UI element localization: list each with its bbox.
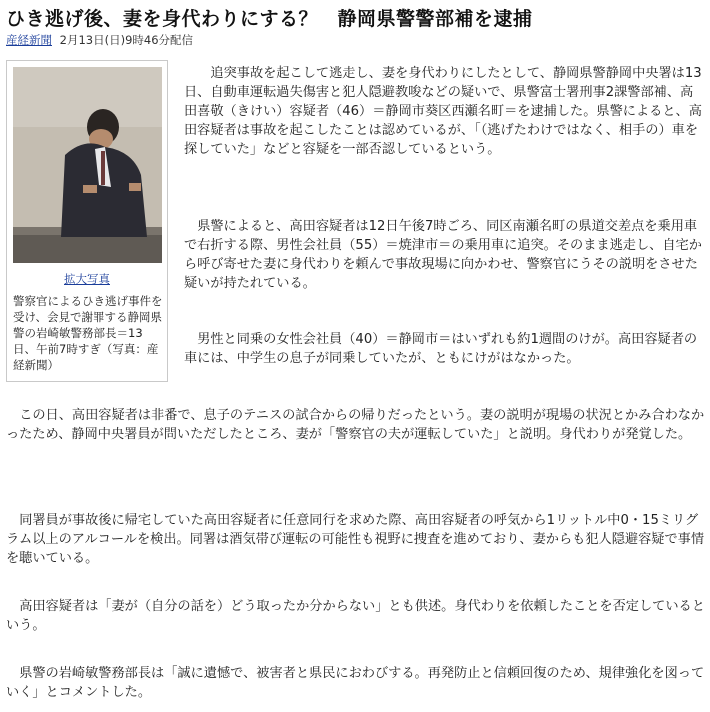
- article-title: ひき逃げ後、妻を身代わりにする？ 静岡県警警部補を逮捕: [6, 8, 533, 30]
- article-paragraph: 男性と同乗の女性会社員（40）＝静岡市＝はいずれも約1週間のけが。高田容疑者の車には、中学生の息子が同乗していたが、ともにけがはなかった。: [184, 332, 698, 366]
- enlarge-photo-link[interactable]: 拡大写真: [64, 272, 110, 286]
- article-meta: [6, 32, 193, 48]
- article-paragraph: 県警によると、高田容疑者は12日午後7時ごろ、同区南瀬名町の県道交差点を乗用車で右折する際、男性会社員（55）＝焼津市＝の乗用車に追突。そのまま逃走し、自宅から呼び寄せた妻に身代わりを頼んで事故現場に向かわせ、警察官にうその説明をさせた疑いが持たれている。: [184, 219, 702, 291]
- source-link[interactable]: 産経新聞: [6, 33, 52, 47]
- article-paragraph: この日、高田容疑者は非番で、息子のテニスの試合からの帰りだったという。妻の説明が現場の状況とかみ合わなかったため、静岡中央署員が問いただしたところ、妻が「警察官の夫が運転していた」と説明。身代わりが発覚した。: [6, 408, 705, 442]
- publish-date: 2月13日(日)9時46分配信: [59, 33, 194, 47]
- article-paragraph: 県警の岩崎敏警務部長は「誠に遺憾で、被害者と県民におわびする。再発防止と信頼回復のため、規律強化を図っていく」とコメントした。: [6, 666, 705, 700]
- photo-figure: [6, 60, 168, 382]
- photo-caption: 警察官によるひき逃げ事件を受け、会見で謝罪する静岡県警の岩崎敏警務部長＝13日、午前7時すぎ（写真：産経新聞）: [13, 294, 163, 372]
- article-paragraph: 高田容疑者は「妻が（自分の話を）どう取ったか分からない」とも供述。身代わりを依頼したことを否定しているという。: [6, 599, 705, 633]
- news-photo[interactable]: [13, 67, 162, 263]
- article-paragraph: 追突事故を起こして逃走し、妻を身代わりにしたとして、静岡県警静岡中央署は13日、自動車運転過失傷害と犯人隠避教唆などの疑いで、県警富士署刑事2課警部補、高田喜敬（きけい）容疑者（46）＝静岡市葵区西瀬名町＝を逮捕した。県警によると、高田容疑者は事故を起こしたことは認めているが、「（逃げたわけではなく、相手の）車を探していた」などと容疑を一部否認しているという。: [184, 66, 702, 157]
- article-paragraph: 同署員が事故後に帰宅していた高田容疑者に任意同行を求めた際、高田容疑者の呼気から1リットル中0・15ミリグラム以上のアルコールを検出。同署は酒気帯び運転の可能性も視野に捜査を進めており、妻からも犯人隠避容疑で事情を聴いている。: [6, 513, 705, 566]
